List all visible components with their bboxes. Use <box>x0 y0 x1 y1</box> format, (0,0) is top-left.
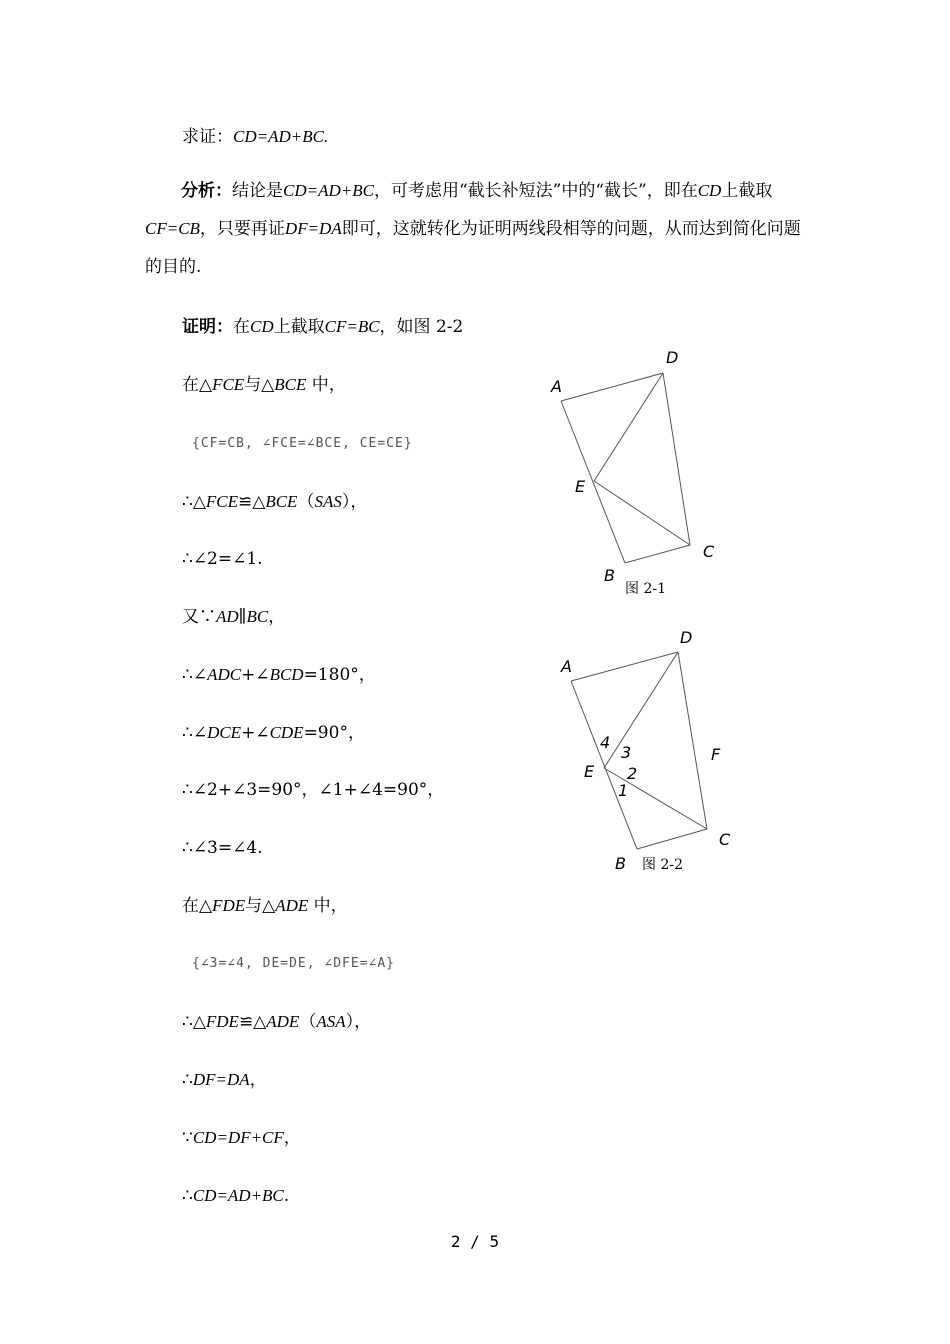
analysis-text: ，可考虑用“截长补短法”中的“截长”，即在 <box>373 181 698 201</box>
step-expr: ADE <box>266 1012 300 1031</box>
analysis-text: 结论是 <box>232 181 283 201</box>
analysis-paragraph <box>145 172 810 286</box>
step-7: ∴∠2+∠3=90°，∠1+∠4=90°， <box>182 780 445 800</box>
prove-line <box>182 128 328 146</box>
fig1-label-b: B <box>604 566 615 585</box>
fig2-angle-1: 1 <box>618 781 629 800</box>
step-text: 中， <box>308 896 348 916</box>
step-expr: CDE <box>269 723 304 742</box>
step-expr: AD <box>216 607 239 626</box>
fig2-label-d: D <box>680 628 693 647</box>
step-text: ∴∠ <box>182 723 208 743</box>
step-text: +∠ <box>241 723 270 743</box>
proof-text: 上截取 <box>273 317 325 337</box>
step-expr: ADC <box>207 665 242 684</box>
step-text: ∵ <box>182 1128 193 1148</box>
fig2-label-e: E <box>584 762 595 781</box>
fig2-angle-3: 3 <box>621 743 632 762</box>
fig2-caption: 图 2-2 <box>642 857 683 873</box>
proof-expr: CF=BC <box>324 317 380 336</box>
step-expr: SAS <box>314 492 342 511</box>
step-text: ∥ <box>238 607 247 627</box>
step-text: ≌△ <box>238 1012 267 1032</box>
fig2-label-b: B <box>615 854 626 873</box>
step-text: 又∵ <box>182 607 216 627</box>
fig2-label-a: A <box>561 657 572 676</box>
step-text: ， <box>249 1070 267 1090</box>
fig1-label-a: A <box>551 377 562 396</box>
proof-line <box>182 318 463 336</box>
segment-ec-2 <box>604 768 707 829</box>
step-text: 与△ <box>245 896 276 916</box>
step-text: （ <box>299 1012 317 1032</box>
segment-dc-2 <box>678 652 707 829</box>
step-text: 在△ <box>182 375 213 395</box>
step-expr: FCE <box>205 492 238 511</box>
segment-cb-2 <box>637 829 707 849</box>
step-5 <box>182 666 376 684</box>
analysis-expr: CD=AD+BC <box>283 181 374 200</box>
step-3: ∴∠2=∠1. <box>182 549 263 569</box>
proof-expr: CD <box>250 317 274 336</box>
segment-cb <box>625 545 690 563</box>
segment-ba <box>561 401 625 563</box>
step-text: ∴△ <box>182 492 206 512</box>
step-expr: BCE <box>274 375 307 394</box>
step-expr: DCE <box>207 723 242 742</box>
step-text: +∠ <box>241 665 270 685</box>
step-text: ， <box>268 607 286 627</box>
step-text: （ <box>297 492 315 512</box>
proof-text: 在 <box>233 317 250 337</box>
step-expr: BCD <box>269 665 304 684</box>
step-text: ）， <box>345 1012 372 1032</box>
step-6 <box>182 724 365 742</box>
step-2 <box>182 493 367 511</box>
step-10 <box>182 1013 371 1031</box>
fig1-label-c: C <box>703 542 715 561</box>
step-13 <box>182 1187 289 1205</box>
step-expr: CD=AD+BC <box>192 1186 284 1205</box>
step-expr: FCE <box>212 375 245 394</box>
proof-text: ，如图 2-2 <box>379 317 464 337</box>
analysis-text: 上截取 <box>721 181 773 201</box>
segment-ba-2 <box>571 681 637 849</box>
segment-dc <box>663 373 690 545</box>
step-expr: ASA <box>316 1012 346 1031</box>
analysis-text: ，只要再证 <box>199 219 285 239</box>
step-text: =90°， <box>303 723 365 743</box>
step-text: ）， <box>341 492 368 512</box>
step-expr: ADE <box>275 896 309 915</box>
step-text: =180°， <box>303 665 376 685</box>
step-text: ∴△ <box>182 1012 206 1032</box>
segment-ec <box>594 481 690 545</box>
analysis-text: 即可，这就转化为证明两线段相等的问题，从而达到简化问题的目的. <box>145 219 801 277</box>
proof-label: 证明： <box>182 317 233 337</box>
equation-system-1: {CF=CB, ∠FCE=∠BCE, CE=CE} <box>192 436 413 451</box>
analysis-expr: DF=DA <box>284 219 342 238</box>
step-expr: BCE <box>265 492 298 511</box>
step-text: 在△ <box>182 896 213 916</box>
fig2-angle-2: 2 <box>627 764 638 783</box>
page-number: 2 / 5 <box>450 1232 500 1251</box>
step-expr: BC <box>246 607 269 626</box>
step-text: ， <box>283 1128 301 1148</box>
fig2-label-c: C <box>719 830 731 849</box>
segment-de <box>594 373 663 481</box>
step-expr: FDE <box>205 1012 239 1031</box>
fig1-label-d: D <box>666 348 679 367</box>
step-expr: CD=DF+CF <box>192 1128 284 1147</box>
step-8: ∴∠3=∠4. <box>182 838 263 858</box>
step-text: ≌△ <box>238 492 266 512</box>
analysis-label: 分析： <box>181 181 232 201</box>
step-1 <box>182 376 346 394</box>
step-11 <box>182 1071 267 1089</box>
prove-label: 求证： <box>182 127 233 147</box>
step-text: . <box>283 1186 290 1206</box>
step-4 <box>182 608 285 626</box>
step-expr: FDE <box>212 896 246 915</box>
prove-expr: CD=AD+BC. <box>233 127 329 146</box>
step-text: 与△ <box>244 375 275 395</box>
step-text: 中， <box>306 375 346 395</box>
step-text: ∴ <box>182 1070 193 1090</box>
step-12 <box>182 1129 301 1147</box>
fig1-label-e: E <box>575 477 586 496</box>
step-expr: DF=DA <box>192 1070 250 1089</box>
step-text: ∴ <box>182 1186 193 1206</box>
analysis-expr: CF=CB <box>145 219 200 238</box>
equation-system-2: {∠3=∠4, DE=DE, ∠DFE=∠A} <box>192 956 396 971</box>
fig2-label-f: F <box>711 745 721 764</box>
segment-de-2 <box>604 652 678 768</box>
segment-ad <box>561 373 663 401</box>
fig1-caption: 图 2-1 <box>625 581 666 597</box>
segment-ad-2 <box>571 652 678 681</box>
analysis-expr: CD <box>697 181 722 200</box>
step-text: ∴∠ <box>182 665 208 685</box>
step-9 <box>182 897 348 915</box>
fig2-angle-4: 4 <box>600 733 611 752</box>
